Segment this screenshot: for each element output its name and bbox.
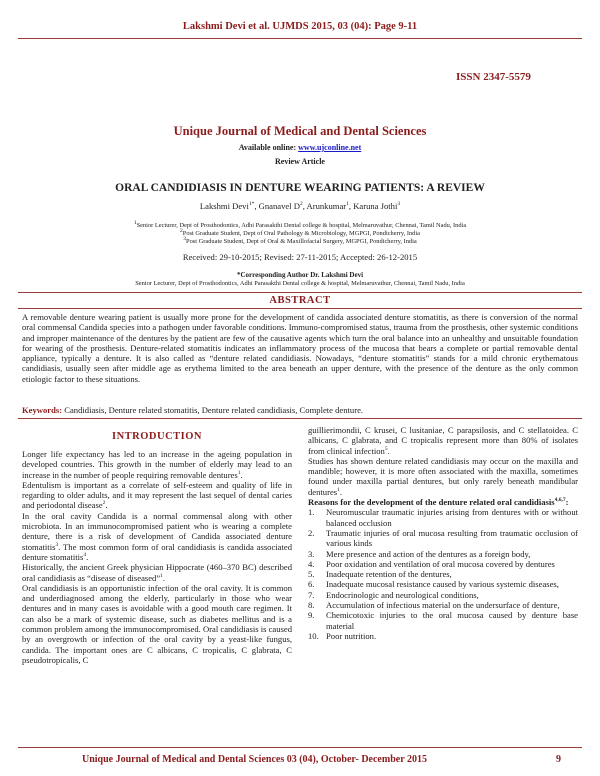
footer-rule (18, 747, 582, 748)
list-item: 2. Traumatic injuries of oral mucosa resulting from traumatic occlusion of various kinds (308, 527, 578, 549)
paragraph: Longer life expectancy has led to an increase in the ageing population in developed countries. This growth in the number of elderly may lead to an increase in the number of people requiring removable dentures$^1$. (22, 449, 292, 480)
author: Karuna Jothi$^3$ (353, 201, 401, 211)
paragraph: In the oral cavity Candida is a normal commensal along with other microbiota. In an immunocompromised patient who is wearing a complete denture, there is a risk of development of Candida associated denture stomatitis$^3$. The most common form of oral candidiasis is candida associated denture stomatitis$^4$. (22, 510, 292, 562)
paragraph: Edentulism is important as a correlate of self-esteem and quality of life in regarding to older adults, and it may represent the last sequel of dental caries and periodontal disease$^2$. (22, 479, 292, 511)
list-item: 5. Inadequate retention of the dentures, (308, 569, 452, 580)
list-item: 9. Chemicotoxic injuries to the oral mucosa caused by denture base material (308, 610, 578, 631)
list-item: 3. Mere presence and action of the dentures as a foreign body, (308, 548, 531, 559)
introduction-heading: INTRODUCTION (111, 431, 202, 442)
paragraph: guillierimondii, C krusei, C lusitaniae, C parapsilosis, and C stellatoidea. C albicans, C glabrata, and C tropicalis represent more than 80% of isolates from clinical infection$^5$. (308, 425, 578, 456)
list-item: 8. Accumulation of infectious material on the undersurface of denture, (308, 600, 560, 611)
available-label: Available online: (238, 143, 299, 152)
list-item: 1. Neuromuscular traumatic injuries arising from dentures with or without balanced occlusion (308, 507, 578, 528)
issn: ISSN 2347-5579 (456, 71, 531, 83)
footer-journal-issue: Unique Journal of Medical and Dental Sciences 03 (04), October- December 2015 (82, 754, 427, 765)
list-item: 6. Inadequate mucosal resistance caused by various systemic diseases, (308, 579, 559, 590)
reasons-heading: Reasons for the development of the denture related oral candidiasis$^{4,6,7}$: (308, 497, 569, 508)
journal-name: Unique Journal of Medical and Dental Sciences (173, 124, 427, 138)
list-item: 10. Poor nutrition. (308, 630, 377, 641)
list-item: 7. Endocrinologic and neurological conditions, (308, 589, 479, 600)
introduction-body (22, 449, 292, 665)
paragraph: Studies has shown denture related candidiasis may occur on the maxilla and mandible; however, it is more often associated with the maxilla, sometimes found under maxilla partial dentures, but only rarely beneath mandibular dentures$^1$. (308, 455, 578, 497)
page-number: 9 (556, 754, 561, 765)
author: Lakshmi Devi$^{1*}$, (199, 201, 259, 211)
abstract-bottom-rule (18, 418, 582, 419)
abstract-heading-rule (18, 308, 582, 309)
paragraph: Oral candidiasis is an opportunistic infection of the oral cavity. It is common and underdiagnosed among the elderly, particularly in those who wear dentures and in many cases is avoidable with a good mouth care regimen. It can also be a mark of systemic disease, such as diabetes mellitus and is a common problem among the immunocompromised. Oral candidiasis is caused by an overgrowth or infection of the oral cavity by a yeast-like fungus, candida. The important ones are C albicans, C tropicalis, C glabrata, C pseudotropicalis, C (22, 582, 292, 665)
abstract-heading: ABSTRACT (269, 295, 331, 306)
article-type: Review Article (275, 157, 325, 166)
journal-url-link[interactable]: www.ujconline.net (298, 143, 362, 152)
right-column (308, 425, 578, 641)
author: Arunkumar$^1$, (306, 201, 354, 211)
list-item: 4. Poor oxidation and ventilation of oral mucosa covered by dentures (308, 558, 555, 569)
affiliation: $^1$Senior Lecturer, Dept of Prosthodontics, Adhi Parasakthi Dental college & hospital, Melmaruvathur, Chennai, Tamil Nadu, India (133, 219, 467, 229)
keywords-label: Keywords: (22, 405, 63, 415)
abstract-top-rule (18, 292, 582, 293)
keywords-line (22, 405, 578, 415)
running-header-citation: Lakshmi Devi et al. UJMDS 2015, 03 (04): Page 9-11 (182, 21, 418, 32)
author-list (0, 201, 600, 211)
reasons-list (308, 507, 578, 641)
availability-line (0, 143, 600, 152)
received-dates: Received: 29-10-2015; Revised: 27-11-2015; Accepted: 26-12-2015 (182, 252, 418, 262)
author: Gnanavel $D^2$, (258, 201, 307, 211)
affiliation: $^2$Post Graduate Student, Dept of Oral Pathology & Microbiology, MGPGI, Pondicherry, India (180, 227, 420, 237)
corresponding-affiliation: Senior Lecturer, Dept of Prosthodontics, Adhi Parasakthi Dental college & hospital, Melmaruvathur, Chennai, Tamil Nadu, India (135, 280, 465, 287)
corresponding-author: *Corresponding Author Dr. Lakshmi Devi (236, 271, 364, 279)
paper-title: ORAL CANDIDIASIS IN DENTURE WEARING PATIENTS: A REVIEW (115, 182, 485, 194)
abstract-text: A removable denture wearing patient is usually more prone for the development of candida associated denture stomatitis, as there is conversion of the normal oral commensal Candida species into a pathogen under favorable conditions. Immuno-compromised status, trauma from the prosthesis, other systemic conditions and improper maintenance of the dentures by the patient are few of the causative agents which turn the oral balance into an unhealthy and unsuitable foundation for wearing of the prosthesis. Denture-related stomatitis indicates an inflammatory process of the mucosa that bears a complete or partial removable dental appliance, typically a denture. It is also called as “denture related candidiasis. Nowadays, “denture stomatitis” stands for a mild chronic erythematous candidiasis, usually seen after middle age as erythema limited to the area beneath an upper denture, with the presence of the denture as the only common etiologic factor to these situations. (22, 312, 578, 384)
affiliation-list (0, 219, 600, 246)
affiliation: $^3$Post Graduate Student, Dept of Oral & Maxillofacial Surgery, MGPGI, Pondicherry, India (183, 235, 417, 245)
header-rule (18, 38, 582, 39)
keywords-list: Candidiasis, Denture related stomatitis, Denture related candidiasis, Complete denture. (62, 405, 364, 415)
paragraph: Historically, the ancient Greek physician Hippocrate (460–370 BC) described oral candidiasis as “disease of diseased”$^1$. (22, 562, 292, 583)
